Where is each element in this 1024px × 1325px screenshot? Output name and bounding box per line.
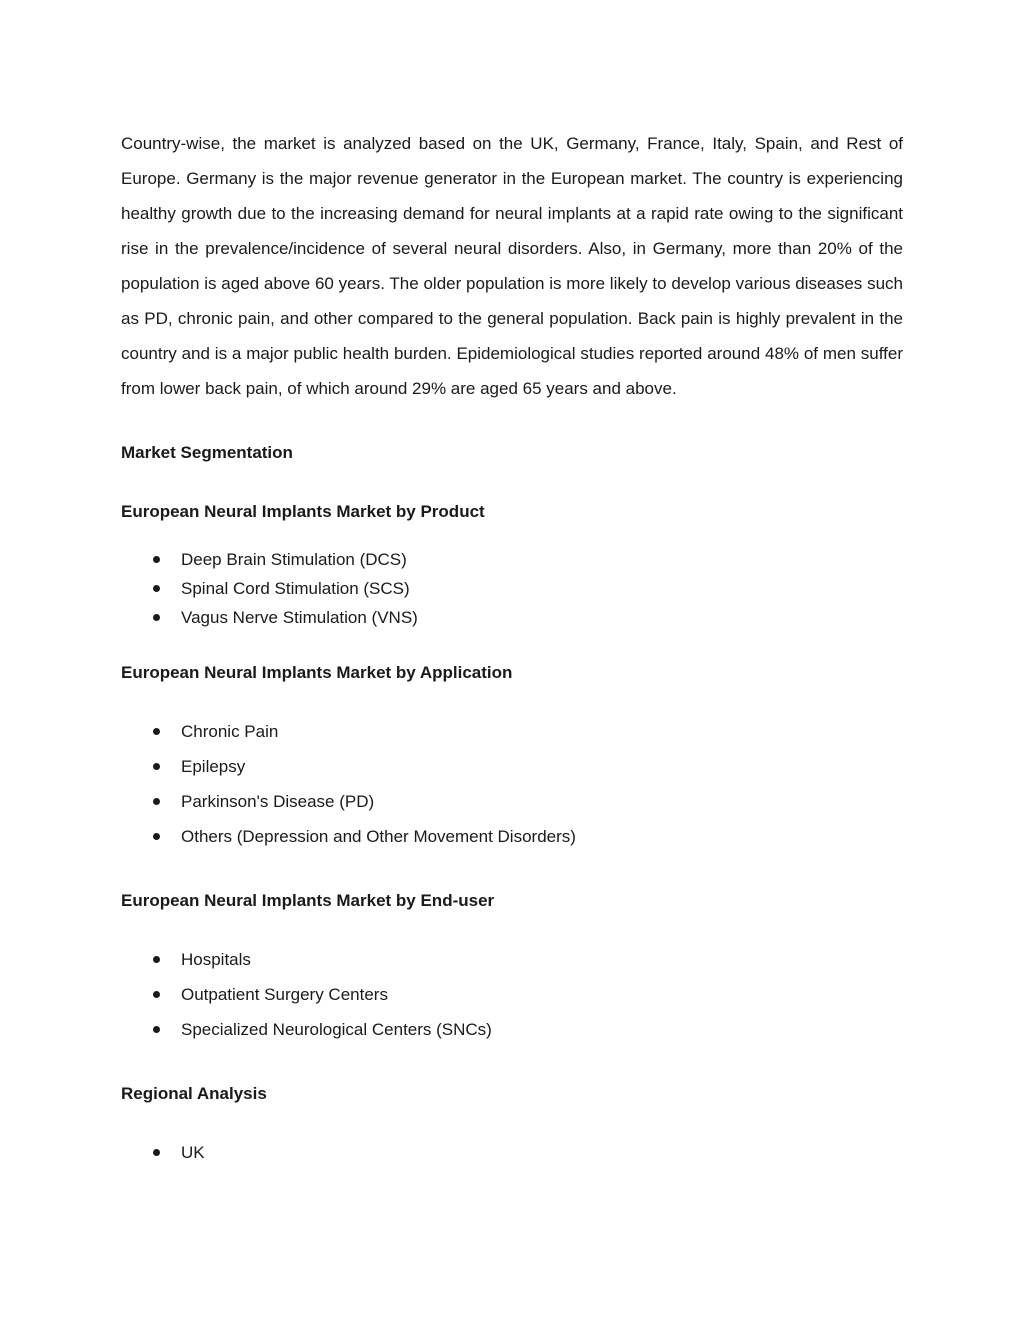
bullet-icon	[153, 798, 160, 805]
bullet-icon	[153, 763, 160, 770]
list-item	[121, 977, 903, 1012]
list-item-label: Hospitals	[181, 950, 251, 969]
list-item-label: Spinal Cord Stimulation (SCS)	[181, 579, 410, 598]
list-item	[121, 603, 903, 632]
end-user-section-heading: European Neural Implants Market by End-user	[121, 891, 495, 910]
bullet-icon	[153, 1026, 160, 1033]
bullet-icon	[153, 1149, 160, 1156]
bullet-icon	[153, 956, 160, 963]
list-item-label: Outpatient Surgery Centers	[181, 985, 388, 1004]
product-section-heading: European Neural Implants Market by Product	[121, 502, 485, 521]
list-item-label: Deep Brain Stimulation (DCS)	[181, 550, 407, 569]
application-list	[121, 714, 903, 854]
intro-paragraph: Country-wise, the market is analyzed based on the UK, Germany, France, Italy, Spain, and Rest of Europe. Germany is the major revenue generator in the European market. The country is experiencing healthy growth due to the increasing demand for neural implants at a rapid rate owing to the significant rise in the prevalence/incidence of several neural disorders. Also, in Germany, more than 20% of the population is aged above 60 years. The older population is more likely to develop various diseases such as PD, chronic pain, and other compared to the general population. Back pain is highly prevalent in the country and is a major public health burden. Epidemiological studies reported around 48% of men suffer from lower back pain, of which around 29% are aged 65 years and above.	[121, 134, 903, 398]
document-body	[121, 126, 903, 1170]
list-item-label: Specialized Neurological Centers (SNCs)	[181, 1020, 492, 1039]
bullet-icon	[153, 728, 160, 735]
end-user-list	[121, 942, 903, 1047]
list-item-label: Others (Depression and Other Movement Disorders)	[181, 827, 576, 846]
list-item-label: Chronic Pain	[181, 722, 279, 741]
list-item-label: UK	[181, 1143, 205, 1162]
list-item	[121, 784, 903, 819]
list-item	[121, 714, 903, 749]
market-segmentation-heading: Market Segmentation	[121, 443, 293, 462]
list-item	[121, 1135, 903, 1170]
list-item-label: Epilepsy	[181, 757, 246, 776]
bullet-icon	[153, 991, 160, 998]
bullet-icon	[153, 614, 160, 621]
application-section-heading: European Neural Implants Market by Application	[121, 663, 513, 682]
list-item-label: Parkinson's Disease (PD)	[181, 792, 375, 811]
bullet-icon	[153, 585, 160, 592]
product-list	[121, 545, 903, 632]
list-item	[121, 1012, 903, 1047]
list-item-label: Vagus Nerve Stimulation (VNS)	[181, 608, 418, 627]
bullet-icon	[153, 833, 160, 840]
list-item	[121, 749, 903, 784]
list-item	[121, 819, 903, 854]
bullet-icon	[153, 556, 160, 563]
list-item	[121, 942, 903, 977]
list-item	[121, 574, 903, 603]
list-item	[121, 545, 903, 574]
regional-analysis-heading: Regional Analysis	[121, 1084, 267, 1103]
regional-list	[121, 1135, 903, 1170]
